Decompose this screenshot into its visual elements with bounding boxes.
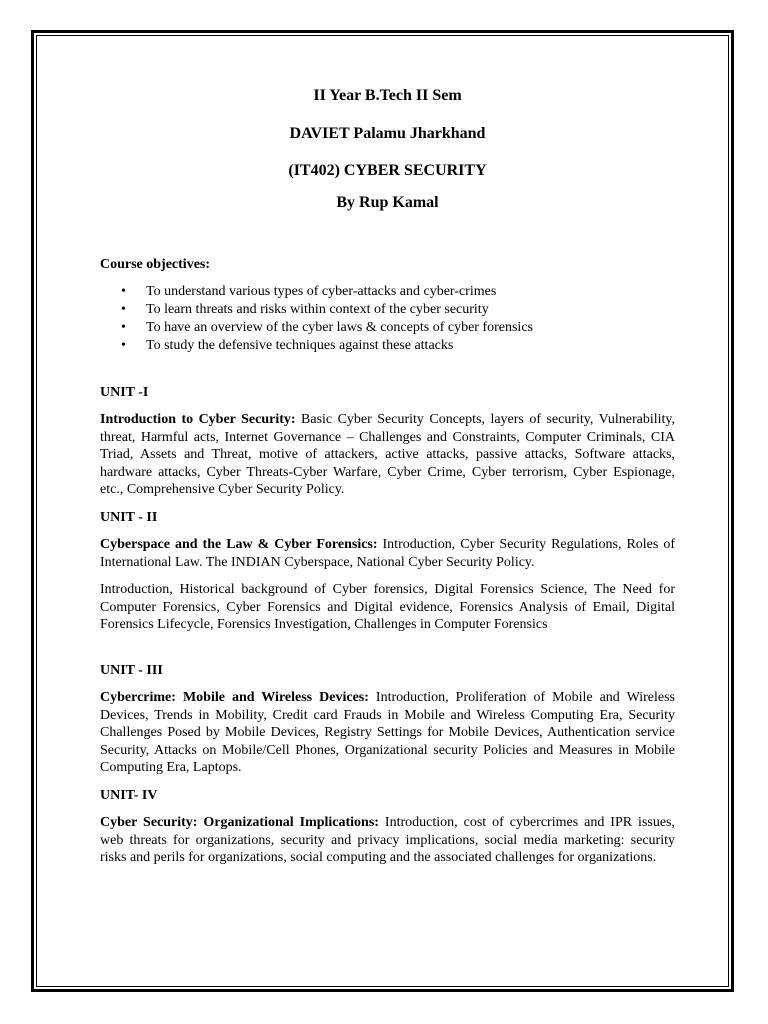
unit-4-title: UNIT- IV (100, 787, 158, 803)
unit-2-text-2: Introduction, Historical background of Cyber forensics, Digital Forensics Science, The Need for Computer Forensics, Cyber Forensics and Digital evidence, Forensics Analysis of Email, Digital Forensics Lifecycle, Forensics Investigation, Challenges in Computer Forensics (100, 582, 675, 633)
list-item (100, 283, 675, 301)
unit-3-lead: Cybercrime: Mobile and Wireless Devices: (100, 689, 369, 705)
unit-2-text-1: Introduction, Cyber Security Regulations, Roles of International Law. The INDIAN Cyberspace, National Cyber Security Policy. (100, 536, 675, 570)
unit-4-lead: Cyber Security: Organizational Implications: (100, 814, 379, 830)
bullet-icon: • (121, 320, 126, 335)
bullet-icon: • (121, 284, 126, 299)
objectives-list (100, 283, 675, 355)
list-item (100, 337, 675, 355)
unit-1-paragraph (100, 411, 675, 499)
course-year: II Year B.Tech II Sem (313, 87, 462, 104)
objective-text: To study the defensive techniques against these attacks (146, 338, 454, 353)
unit-4-paragraph (100, 814, 675, 867)
unit-1-lead: Introduction to Cyber Security: (100, 412, 296, 427)
objective-text: To understand various types of cyber-attacks and cyber-crimes (146, 284, 497, 299)
unit-3-paragraph (100, 689, 675, 777)
unit-1-text: Basic Cyber Security Concepts, layers of security, Vulnerability, threat, Harmful acts, Internet Governance – Challenges and Constraints, Computer Criminals, CIA Triad, Assets and Threat, motive of attackers, active attacks, passive attacks, Software attacks, hardware attacks, Cyber Threats-Cyber Warfare, Cyber Crime, Cyber terrorism, Cyber Espionage, etc., Comprehensive Cyber Security Policy. (100, 412, 675, 498)
institution-name: DAVIET Palamu Jharkhand (289, 125, 486, 142)
objectives-label: Course objectives: (100, 257, 211, 272)
unit-2-paragraph-1 (100, 536, 675, 571)
bullet-icon: • (121, 338, 126, 353)
unit-2-paragraph-2 (100, 581, 675, 634)
unit-3-text: Introduction, Proliferation of Mobile and Wireless Devices, Trends in Mobility, Credit card Frauds in Mobile and Wireless Computing Era, Security Challenges Posed by Mobile Devices, Registry Settings for Mobile Devices, Authentication service Security, Attacks on Mobile/Cell Phones, Organizational security Policies and Measures in Mobile Computing Era, Laptops. (100, 689, 675, 776)
unit-1-title: UNIT -I (100, 385, 149, 400)
unit-2-title: UNIT - II (100, 509, 158, 525)
objective-text: To have an overview of the cyber laws & concepts of cyber forensics (146, 320, 533, 335)
unit-3-title: UNIT - III (100, 662, 163, 678)
list-item (100, 301, 675, 319)
unit-2-lead: Cyberspace and the Law & Cyber Forensics: (100, 536, 378, 552)
unit-4-text: Introduction, cost of cybercrimes and IPR issues, web threats for organizations, security and privacy implications, social media marketing: security risks and perils for organizations, social computing and the associated challenges for organizations. (100, 814, 676, 866)
bullet-icon: • (121, 302, 126, 317)
course-title: (IT402) CYBER SECURITY (288, 162, 487, 179)
document-body (100, 86, 675, 877)
course-author: By Rup Kamal (336, 194, 439, 211)
list-item (100, 319, 675, 337)
objective-text: To learn threats and risks within context of the cyber security (146, 302, 489, 317)
